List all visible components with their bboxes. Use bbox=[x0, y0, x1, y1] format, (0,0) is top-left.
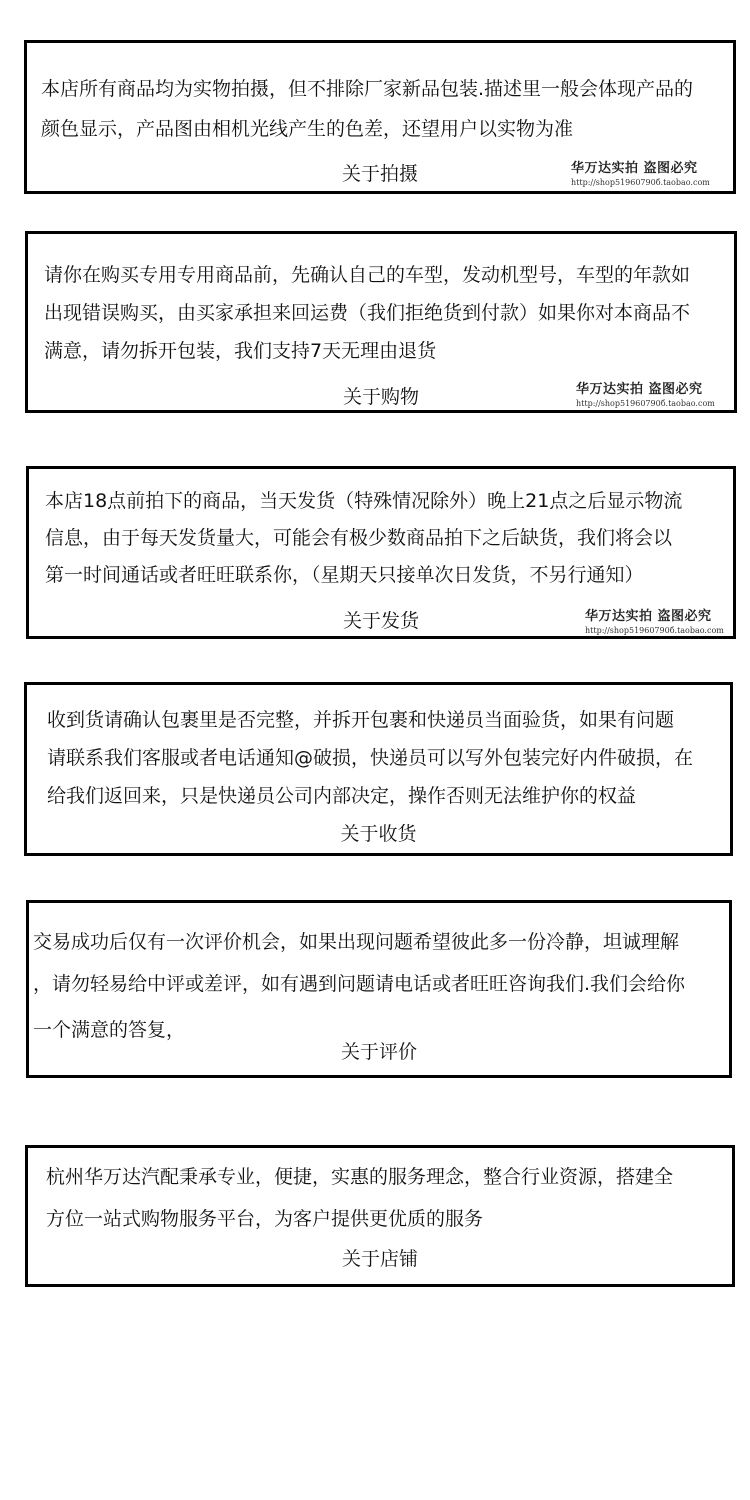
notice-text bbox=[33, 921, 725, 1051]
notice-line: 收到货请确认包裹里是否完整，并拆开包裹和快递员当面验货，如果有问题 bbox=[47, 709, 675, 731]
watermark-title: 华万达实拍 盗图必究 bbox=[571, 161, 698, 176]
notice-caption: 关于拍摄 bbox=[341, 163, 418, 185]
watermark-title: 华万达实拍 盗图必究 bbox=[576, 382, 703, 397]
notice-photography bbox=[24, 40, 736, 194]
notice-line: 本店所有商品均为实物拍摄，但不排除厂家新品包装.描述里一般会体现产品的 bbox=[41, 78, 694, 100]
notice-review bbox=[26, 900, 732, 1078]
notice-line: 一个满意的答复， bbox=[33, 1019, 186, 1041]
notice-line: 方位一站式购物服务平台，为客户提供更优质的服务 bbox=[46, 1208, 484, 1230]
notice-line: 本店18点前拍下的商品，当天发货（特殊情况除外）晚上21点之后显示物流 bbox=[45, 490, 683, 512]
watermark bbox=[585, 605, 724, 635]
notice-line: 信息，由于每天发货量大，可能会有极少数商品拍下之后缺货，我们将会以 bbox=[45, 527, 673, 549]
notice-line: 请联系我们客服或者电话通知@破损，快递员可以写外包装完好内件破损，在 bbox=[47, 747, 694, 769]
notice-store bbox=[25, 1145, 735, 1287]
notice-caption: 关于购物 bbox=[342, 386, 419, 408]
notice-shopping bbox=[25, 231, 737, 413]
watermark bbox=[571, 157, 710, 187]
notice-text bbox=[41, 69, 729, 149]
notice-line: 给我们返回来，只是快递员公司内部决定，操作否则无法维护你的权益 bbox=[47, 785, 637, 807]
notice-caption: 关于收货 bbox=[340, 823, 417, 845]
notice-line: 交易成功后仅有一次评价机会，如果出现问题希望彼此多一份冷静，坦诚理解 bbox=[33, 931, 680, 953]
notice-line: 请你在购买专用专用商品前，先确认自己的车型，发动机型号，车型的年款如 bbox=[44, 264, 691, 286]
notice-line: 出现错误购买，由买家承担来回运费（我们拒绝货到付款）如果你对本商品不 bbox=[44, 302, 691, 324]
watermark-url: http://shop51960790б.taobao.com bbox=[576, 399, 715, 408]
notice-line: 颜色显示，产品图由相机光线产生的色差，还望用户以实物为准 bbox=[41, 118, 574, 140]
notice-line: 第一时间通话或者旺旺联系你，（星期天只接单次日发货，不另行通知） bbox=[45, 564, 644, 586]
notice-text bbox=[45, 483, 729, 594]
notice-caption: 关于评价 bbox=[340, 1041, 417, 1063]
watermark-title: 华万达实拍 盗图必究 bbox=[585, 609, 712, 624]
notice-caption: 关于发货 bbox=[342, 610, 419, 632]
notice-shipping bbox=[26, 466, 736, 639]
notice-text bbox=[47, 701, 726, 815]
watermark bbox=[576, 378, 715, 408]
notice-caption: 关于店铺 bbox=[341, 1248, 418, 1270]
notice-text bbox=[46, 1156, 728, 1240]
notice-line: 杭州华万达汽配秉承专业，便捷，实惠的服务理念，整合行业资源，搭建全 bbox=[46, 1166, 674, 1188]
notice-line: 满意，请勿拆开包装，我们支持7天无理由退货 bbox=[44, 340, 437, 362]
watermark-url: http://shop51960790б.taobao.com bbox=[571, 178, 710, 187]
notice-text bbox=[44, 256, 730, 370]
notice-receiving bbox=[24, 682, 733, 856]
notice-line: ，请勿轻易给中评或差评，如有遇到问题请电话或者旺旺咨询我们.我们会给你 bbox=[33, 973, 686, 995]
watermark-url: http://shop51960790б.taobao.com bbox=[585, 626, 724, 635]
